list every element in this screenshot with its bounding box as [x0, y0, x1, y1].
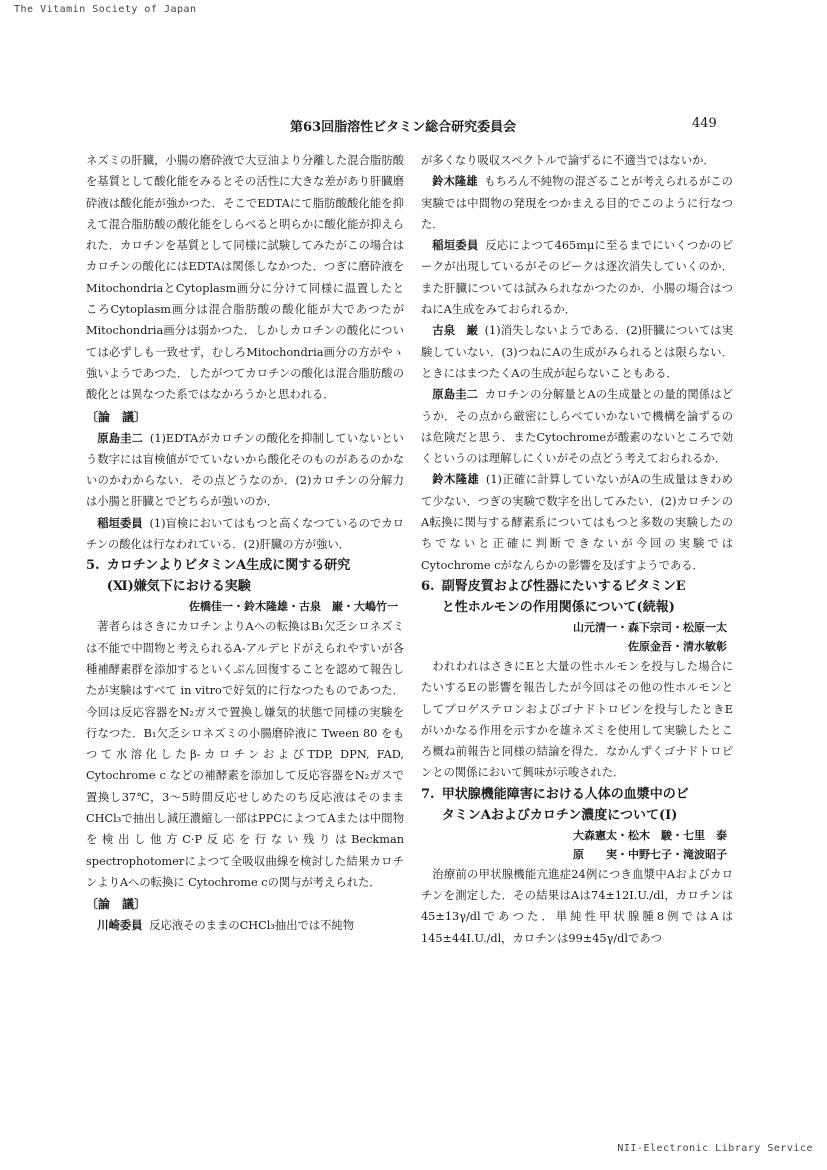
section-7-title: [421, 784, 733, 826]
section-title-line: 甲状腺機能障害における人体の血漿中のビ: [441, 786, 689, 802]
discussion-remark: [421, 469, 733, 575]
discussion-heading: 〔論 議〕: [86, 409, 147, 424]
section-7-body: 治療前の甲状腺機能亢進症24例につき血漿中Aおよびカロチンを測定した．その結果はAは74±12I.U./dl，カロチンは45±13γ/dlであつた．単純性甲状腺腫8例ではAは145±44I.U./dl，カロチンは99±45γ/dlであつ: [421, 867, 733, 945]
remark-text: (1)正確に計算していないがAの生成量はきわめて少ない．つぎの実験で数字を出してみたい．(2)カロチンのA転換に関与する酵素系についてはもつと多数の実験したのちでないと正確に判断できないが今回の実験ではCytochrome cがなんらかの影響を及ぼすようである．: [421, 473, 733, 572]
section-number: 6.: [421, 578, 435, 594]
remark-text: (1)EDTAがカロチンの酸化を抑制していないという数字には盲検値がでていないから酸化そのものがあるのかないのかわからない．その点どうなのか．(2)カロチンの分解力は小腸と肝臓とでどちらが強いのか．: [86, 431, 404, 509]
running-head: 第63回脂溶性ビタミン総合研究委員会: [290, 120, 517, 135]
section-number: 7.: [421, 786, 435, 802]
discussion-remark: [86, 915, 404, 936]
discussion-remark: [421, 235, 733, 320]
discussion-remark: [86, 428, 404, 513]
section-5-title: [86, 555, 404, 597]
continued-remark: が多くなり吸収スペクトルで論ずるに不適当ではないか．: [421, 154, 715, 167]
section-7-authors: 原 実・中野七子・滝波昭子: [573, 847, 727, 861]
speaker-name: 川崎委員: [97, 918, 143, 933]
section-5-body: 著者らはさきにカロチンよりAへの転換はB₁欠乏シロネズミは不能で中間物と考えられるA-アルデヒドがえられやすいが各種補酵素群を添加するといくぶん回復することを認めて報告したが実験はすべて in vitroで好気的に行なつたものであつた．今回は反応容器をN₂ガスで置換し嫌気的状態で同様の実験を行なつた．B₁欠乏シロネズミの小腸磨砕液に Tween 80 をもつて水溶化したβ-カロチンおよびTDP, DPN, FAD, Cytochrome c などの補酵素を添加して反応容器をN₂ガスで置換し37℃，3～5時間反応せしめたのち反応液はそのままCHCl₃で抽出し減圧濃縮し一部はPPCによつてAまたは中間物を検出し他方C·P反応を行ない残りはBeckman spectrophotomerによつて全吸収曲線を検討した結果カロチンよりAへの転換に Cytochrome cの関与が考えられた．: [86, 620, 404, 889]
discussion-remark: [86, 513, 404, 556]
remark-text: (1)盲検においてはもつと高くなつているのでカロチンの酸化は行なわれている．(2)肝臓の方が強い．: [86, 516, 404, 552]
speaker-name: 稲垣委員: [97, 515, 143, 530]
section-6-authors: 佐原金吾・清水敏彰: [628, 639, 727, 653]
speaker-name: 鈴木隆雄: [432, 472, 480, 487]
section-title-line: (Ⅺ)嫌気下における実験: [106, 579, 251, 595]
speaker-name: 古泉 巌: [432, 323, 478, 338]
page-number: 449: [692, 116, 717, 131]
section-title-line: タミンAおよびカロチン濃度について(Ⅰ): [441, 807, 678, 823]
left-column: [86, 150, 404, 937]
section-title-line: と性ホルモンの作用関係について(続報): [441, 599, 675, 615]
speaker-name: 原島圭二: [432, 387, 479, 402]
intro-paragraph: ネズミの肝臓，小腸の磨砕液で大豆油より分離した混合脂肪酸を基質として酸化能をみるとその活性に大きな差があり肝臓磨砕液は酸化能が強かつた．そこでEDTAにて脂肪酸酸化能を抑えて混合脂肪酸の酸化能をしらべると明らかに酸化能が抑えられた．カロチンを基質として同様に試験してみたがこの場合はカロチンの酸化にはEDTAは関係しなかつた．つぎに磨砕液をMitochondriaとCytoplasm画分に分けて同様に温置したところCytoplasm画分は混合脂肪酸の酸化能が大であつたがMitochondria画分は弱かつた．しかしカロチンの酸化については必ずしも一致せず，むしろMitochondria画分の方がやゝ強いようであつた．したがつてカロチンの酸化は混合脂肪酸の酸化とは異なつた系ではなかろうかと思われる．: [86, 154, 404, 402]
speaker-name: 原島圭二: [97, 430, 144, 445]
remark-text: カロチンの分解量とAの生成量との量的関係はどうか．その点から厳密にしらべていかないで機構を論ずるのは危険だと思う．またCytochromeが酸素のないところで効くというのは理解しにくいがその点どう考えておられるか．: [421, 388, 733, 466]
speaker-name: 鈴木隆雄: [432, 174, 478, 189]
section-6-authors: 山元清一・森下宗司・松原一太: [573, 620, 727, 634]
discussion-remark: [421, 171, 733, 235]
remark-text: 反応によつて465mμに至るまでにいくつかのピークが出現しているがそのピークは逐次消失していくのか．また肝臓については試みられなかつたのか．小腸の場合はつねにA生成をみておられるか．: [421, 239, 733, 317]
remark-text: 反応液そのままのCHCl₃抽出では不純物: [149, 919, 355, 933]
section-6-title: [421, 576, 733, 618]
section-7-authors: 大森憲太・松木 駿・七里 泰: [573, 828, 727, 842]
section-6-body: われわれはさきにEと大量の性ホルモンを投与した場合にたいするEの影響を報告したが今回はその他の性ホルモンとしてプロゲステロンおよびゴナドトロピンを投与したときEがいかなる作用を示すかを雄ネズミを使用して実験したところ概ね前報告と同様の結論を得た．なかんずくゴナドトロピンとの関係において興味が示唆された．: [421, 659, 733, 780]
speaker-name: 稲垣委員: [432, 238, 479, 253]
section-title-line: 副腎皮質および性器にたいするビタミンE: [441, 578, 686, 594]
section-title-line: カロチンよりビタミンA生成に関する研究: [106, 558, 351, 574]
publisher-watermark: The Vitamin Society of Japan: [14, 4, 197, 15]
discussion-remark: [421, 384, 733, 469]
right-column: [421, 150, 733, 949]
discussion-heading: 〔論 議〕: [86, 897, 147, 912]
discussion-remark: [421, 320, 733, 384]
section-5-authors: 佐橋佳一・鈴木隆雄・古泉 巌・大嶋竹一: [189, 600, 398, 614]
remark-text: もちろん不純物の混ざることが考えられるがこの実験では中間物の発現をつかまえる目的でこのように行なつた．: [421, 175, 733, 231]
section-number: 5.: [86, 558, 100, 574]
remark-text: (1)消失しないようである．(2)肝臓については実験していない．(3)つねにAの生成がみられるとは限らない．ときにはまつたくAの生成が起らないこともある．: [421, 324, 733, 380]
library-watermark: NII-Electronic Library Service: [617, 1143, 813, 1154]
